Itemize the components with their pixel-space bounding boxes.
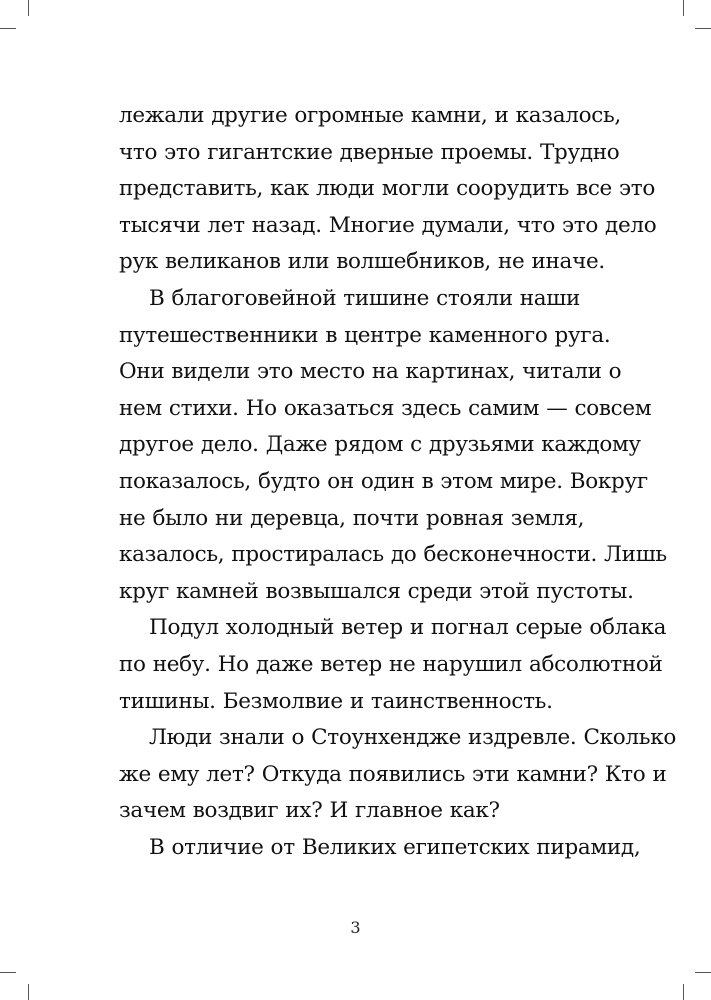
text-line: путешественники в центре каменного руга. — [119, 322, 611, 348]
crop-mark-bottom-left — [28, 984, 29, 1000]
text-line: не было ни деревца, почти ровная земля, — [119, 505, 585, 531]
text-line: же ему лет? Откуда появились эти камни? Кто и — [119, 761, 667, 787]
page-number: 3 — [350, 918, 361, 937]
text-line: по небу. Но даже ветер не нарушил абсолютной — [119, 651, 663, 677]
text-line: круг камней возвышался среди этой пустоты. — [119, 578, 634, 604]
crop-mark-top-right-h — [695, 28, 711, 29]
text-line: Люди знали о Стоунхендже издревле. Сколько — [149, 725, 676, 751]
crop-mark-bottom-right — [683, 984, 684, 1000]
text-line: В отличие от Великих египетских пирамид, — [149, 834, 641, 860]
body-text — [119, 98, 676, 866]
text-line: В благоговейной тишине стояли наши — [149, 285, 581, 311]
text-line: показалось, будто он один в этом мире. Вокруг — [119, 468, 648, 494]
text-line: представить, как люди могли соорудить все это — [119, 176, 655, 202]
text-line: рук великанов или волшебников, не иначе. — [119, 249, 605, 275]
crop-mark-top-left — [28, 0, 29, 16]
text-line: лежали другие огромные камни, и казалось, — [119, 103, 621, 128]
crop-mark-top-right — [683, 0, 684, 16]
text-line: что это гигантские дверные проемы. Трудно — [119, 139, 620, 165]
text-line: Они видели это место на картинах, читали о — [119, 359, 622, 385]
text-line: другое дело. Даже рядом с друзьями каждому — [119, 432, 641, 458]
crop-mark-top-left-h — [0, 28, 16, 29]
crop-mark-bottom-left-h — [0, 972, 16, 973]
text-line: казалось, простиралась до бесконечности. Лишь — [119, 542, 667, 568]
crop-mark-bottom-right-h — [695, 972, 711, 973]
text-line: зачем воздвиг их? И главное как? — [119, 798, 500, 824]
text-line: тысячи лет назад. Многие думали, что это дело — [119, 212, 657, 238]
text-line: Подул холодный ветер и погнал серые облака — [149, 615, 667, 641]
text-line: нем стихи. Но оказаться здесь самим — совсем — [119, 395, 652, 421]
text-line: тишины. Безмолвие и таинственность. — [119, 688, 553, 714]
